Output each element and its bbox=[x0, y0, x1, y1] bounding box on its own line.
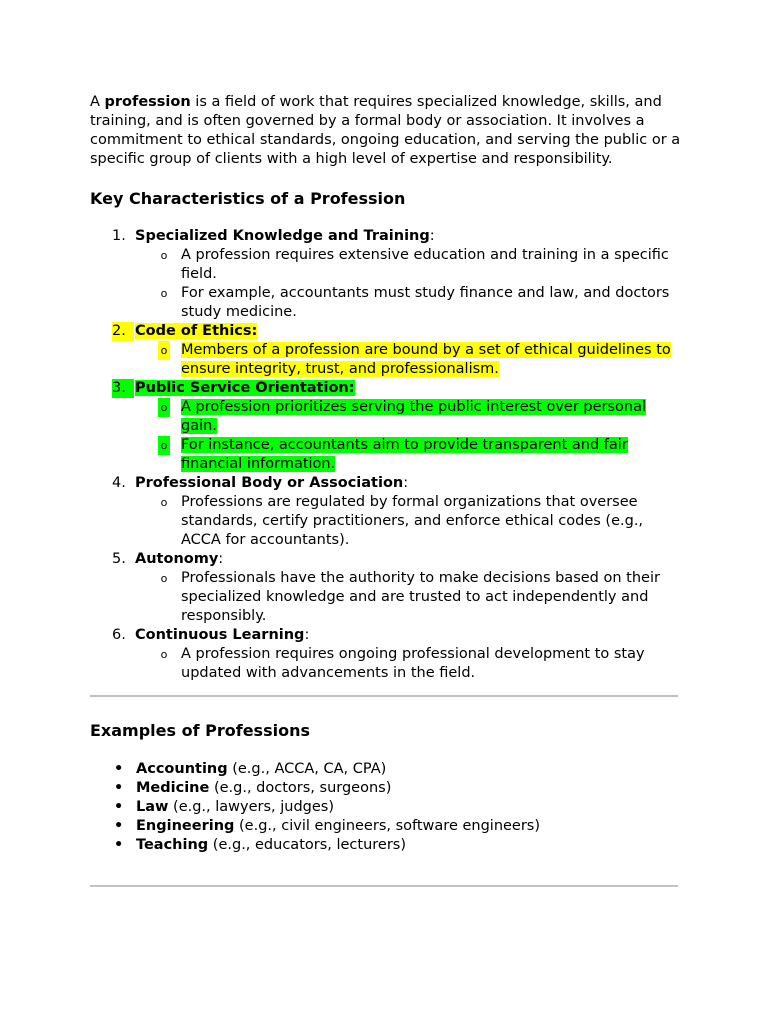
sub-point-text: A profession requires ongoing professional development to stay updated with advancements in the field. bbox=[181, 646, 645, 681]
sub-point-text: For instance, accountants aim to provide transparent and fair financial information. bbox=[181, 437, 628, 472]
circle-bullet-icon: o bbox=[158, 398, 170, 417]
list-number: 6. bbox=[112, 627, 126, 643]
title-colon: : bbox=[218, 551, 224, 567]
characteristic-item bbox=[90, 550, 690, 626]
intro-paragraph bbox=[90, 93, 690, 169]
characteristic-title: Code of Ethics bbox=[135, 323, 252, 339]
intro-text: is a field of work that requires specialized knowledge, skills, and training, and is often governed by a formal body or association. It involves a commitment to ethical standards, ongoing education, and serving the public or a specific group of clients with a high level of expertise and responsibility. bbox=[90, 94, 681, 167]
examples-heading: Examples of Professions bbox=[90, 721, 310, 740]
sub-point-text: Professionals have the authority to make decisions based on their specialized knowledge and are trusted to act independently and responsibly. bbox=[181, 570, 660, 624]
sub-point bbox=[158, 493, 671, 550]
example-title: Teaching bbox=[136, 837, 209, 853]
sub-point bbox=[158, 246, 671, 284]
bullet-icon: • bbox=[114, 837, 124, 853]
list-number: 4. bbox=[112, 475, 126, 491]
sub-point bbox=[158, 341, 671, 379]
title-colon: : bbox=[348, 380, 355, 396]
bullet-icon: • bbox=[114, 818, 124, 834]
example-title: Medicine bbox=[136, 780, 210, 796]
sub-point-text: A profession prioritizes serving the public interest over personal gain. bbox=[181, 399, 647, 434]
title-colon: : bbox=[403, 475, 409, 491]
example-item bbox=[90, 779, 690, 798]
sub-point bbox=[158, 284, 671, 322]
circle-bullet-icon: o bbox=[158, 436, 170, 455]
characteristic-title: Specialized Knowledge and Training bbox=[135, 228, 430, 244]
sub-point bbox=[158, 645, 671, 683]
example-item bbox=[90, 817, 690, 836]
characteristic-item bbox=[90, 379, 690, 474]
list-number: 3. bbox=[112, 379, 134, 398]
intro-prefix: A bbox=[90, 94, 105, 110]
example-detail: (e.g., civil engineers, software engineers) bbox=[234, 818, 541, 834]
characteristic-title: Autonomy bbox=[135, 551, 219, 567]
sub-point-text: For example, accountants must study finance and law, and doctors study medicine. bbox=[181, 285, 670, 320]
characteristic-title: Continuous Learning bbox=[135, 627, 305, 643]
example-detail: (e.g., doctors, surgeons) bbox=[209, 780, 392, 796]
characteristic-title: Professional Body or Association bbox=[135, 475, 404, 491]
characteristic-item bbox=[90, 626, 690, 683]
circle-bullet-icon: o bbox=[160, 648, 168, 661]
example-item bbox=[90, 836, 690, 855]
characteristic-item bbox=[90, 474, 690, 550]
key-characteristics-heading: Key Characteristics of a Profession bbox=[90, 189, 406, 208]
example-detail: (e.g., lawyers, judges) bbox=[168, 799, 335, 815]
sub-point bbox=[158, 569, 671, 626]
example-title: Engineering bbox=[136, 818, 235, 834]
example-item bbox=[90, 760, 690, 779]
example-item bbox=[90, 798, 690, 817]
list-number: 2. bbox=[112, 322, 134, 341]
characteristic-item bbox=[90, 322, 690, 379]
characteristic-title: Public Service Orientation bbox=[135, 380, 349, 396]
example-title: Accounting bbox=[136, 761, 228, 777]
sub-point bbox=[158, 436, 671, 474]
circle-bullet-icon: o bbox=[160, 496, 168, 509]
examples-list bbox=[90, 760, 690, 855]
circle-bullet-icon: o bbox=[158, 341, 170, 360]
intro-term: profession bbox=[104, 94, 191, 110]
list-number: 5. bbox=[112, 551, 126, 567]
sub-point-text: A profession requires extensive education and training in a specific field. bbox=[181, 247, 669, 282]
bullet-icon: • bbox=[114, 799, 124, 815]
circle-bullet-icon: o bbox=[160, 287, 168, 300]
bullet-icon: • bbox=[114, 761, 124, 777]
horizontal-rule bbox=[90, 695, 678, 697]
title-colon: : bbox=[429, 228, 435, 244]
sub-point-text: Members of a profession are bound by a set of ethical guidelines to ensure integrity, trust, and professionalism. bbox=[181, 342, 671, 377]
horizontal-rule bbox=[90, 885, 678, 887]
example-detail: (e.g., educators, lecturers) bbox=[208, 837, 407, 853]
example-title: Law bbox=[136, 799, 169, 815]
circle-bullet-icon: o bbox=[160, 249, 168, 262]
circle-bullet-icon: o bbox=[160, 572, 168, 585]
sub-point bbox=[158, 398, 671, 436]
title-colon: : bbox=[304, 627, 310, 643]
characteristic-item bbox=[90, 227, 690, 322]
characteristics-list bbox=[90, 227, 690, 683]
title-colon: : bbox=[251, 323, 258, 339]
list-number: 1. bbox=[112, 228, 126, 244]
sub-point-text: Professions are regulated by formal organizations that oversee standards, certify practitioners, and enforce ethical codes (e.g., ACCA for accountants). bbox=[181, 494, 644, 548]
example-detail: (e.g., ACCA, CA, CPA) bbox=[227, 761, 387, 777]
bullet-icon: • bbox=[114, 780, 124, 796]
